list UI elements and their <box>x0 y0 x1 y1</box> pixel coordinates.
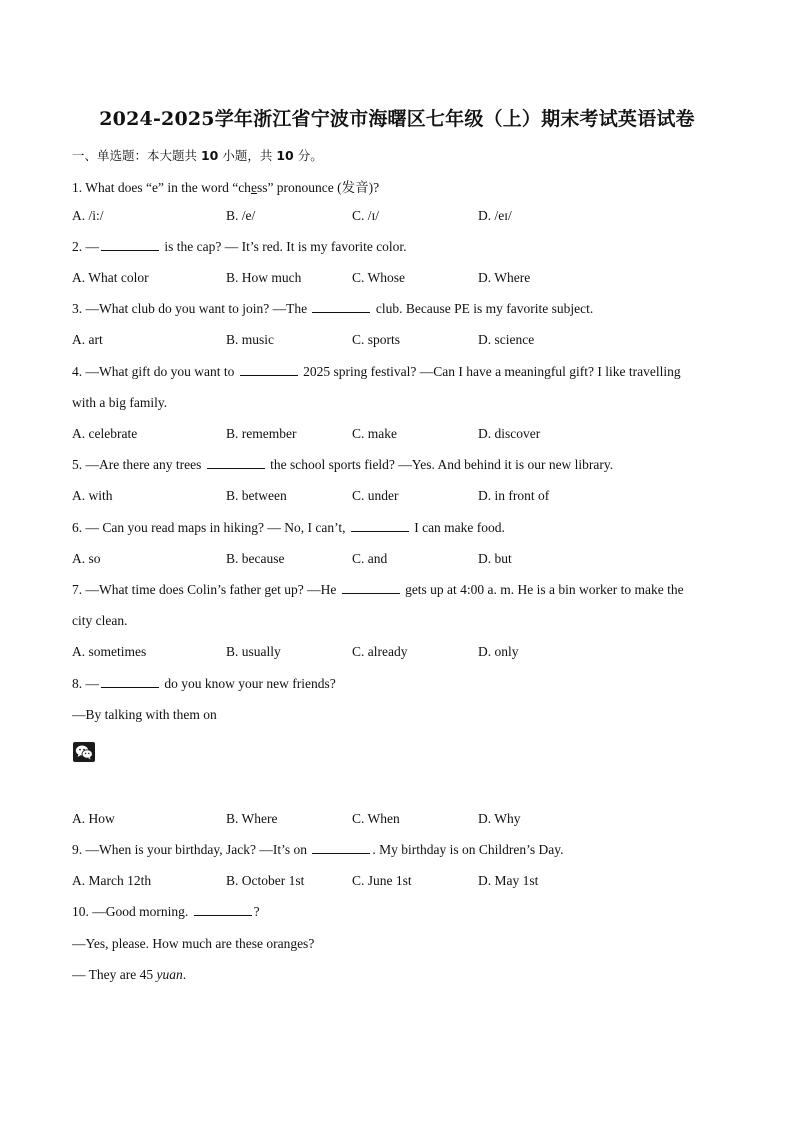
option-c[interactable]: C. and <box>352 551 388 566</box>
answer-blank <box>207 457 265 469</box>
option-d[interactable]: D. Where <box>478 270 531 285</box>
question-1-stem: 1. What does “e” in the word “chess” pronounce (发音)? <box>72 180 380 195</box>
option-b[interactable]: B. remember <box>226 426 297 441</box>
answer-blank <box>194 904 252 916</box>
option-b[interactable]: B. /e/ <box>226 208 256 223</box>
answer-blank <box>351 520 409 532</box>
answer-blank <box>101 239 159 251</box>
question-4-stem: 4. —What gift do you want to 2025 spring festival? —Can I have a meaningful gift? I like travelling <box>72 364 681 379</box>
option-b[interactable]: B. How much <box>226 270 302 285</box>
option-d[interactable]: D. discover <box>478 426 541 441</box>
option-d[interactable]: D. but <box>478 551 512 566</box>
option-b[interactable]: B. Where <box>226 811 278 826</box>
question-7-options <box>72 644 732 664</box>
answer-blank <box>240 364 298 376</box>
option-a[interactable]: A. March 12th <box>72 873 152 888</box>
option-a[interactable]: A. with <box>72 488 113 503</box>
option-c[interactable]: C. under <box>352 488 399 503</box>
question-9-options <box>72 873 732 893</box>
question-6-options <box>72 551 732 571</box>
option-d[interactable]: D. May 1st <box>478 873 539 888</box>
question-2-options <box>72 270 732 290</box>
answer-blank <box>312 842 370 854</box>
wechat-icon <box>73 742 95 762</box>
section-heading: 一、单选题：本大题共 10 小题，共 10 分。 <box>72 148 323 163</box>
question-10-stem: 10. —Good morning. ? <box>72 904 260 919</box>
question-4-options <box>72 426 732 446</box>
question-1-options <box>72 208 732 228</box>
option-c[interactable]: C. When <box>352 811 400 826</box>
option-b[interactable]: B. between <box>226 488 287 503</box>
question-10-stem-line-3: — They are 45 yuan. <box>72 967 187 982</box>
option-a[interactable]: A. How <box>72 811 115 826</box>
option-b[interactable]: B. usually <box>226 644 281 659</box>
option-c[interactable]: C. sports <box>352 332 401 347</box>
option-d[interactable]: D. /eɪ/ <box>478 208 512 223</box>
option-d[interactable]: D. science <box>478 332 535 347</box>
question-8-options <box>72 811 732 831</box>
question-7-stem-line-2: city clean. <box>72 613 128 628</box>
option-a[interactable]: A. so <box>72 551 101 566</box>
question-5-stem: 5. —Are there any trees the school sports field? —Yes. And behind it is our new library. <box>72 457 614 472</box>
option-c[interactable]: C. June 1st <box>352 873 412 888</box>
question-2-stem: 2. — is the cap? — It’s red. It is my favorite color. <box>72 239 407 254</box>
question-3-stem: 3. —What club do you want to join? —The club. Because PE is my favorite subject. <box>72 301 594 316</box>
question-3-options <box>72 332 732 352</box>
option-a[interactable]: A. /i:/ <box>72 208 104 223</box>
option-a[interactable]: A. What color <box>72 270 149 285</box>
answer-blank <box>101 676 159 688</box>
question-6-stem: 6. — Can you read maps in hiking? — No, I can’t, I can make food. <box>72 520 505 535</box>
option-d[interactable]: D. in front of <box>478 488 550 503</box>
option-c[interactable]: C. make <box>352 426 397 441</box>
option-a[interactable]: A. sometimes <box>72 644 147 659</box>
question-4-stem-line-2: with a big family. <box>72 395 168 410</box>
option-d[interactable]: D. Why <box>478 811 521 826</box>
answer-blank <box>342 582 400 594</box>
question-5-options <box>72 488 732 508</box>
question-9-stem: 9. —When is your birthday, Jack? —It’s on . My birthday is on Children’s Day. <box>72 842 564 857</box>
option-c[interactable]: C. /ɪ/ <box>352 208 380 223</box>
option-a[interactable]: A. art <box>72 332 103 347</box>
option-b[interactable]: B. October 1st <box>226 873 305 888</box>
option-b[interactable]: B. music <box>226 332 275 347</box>
page-title: 2024-2025学年浙江省宁波市海曙区七年级（上）期末考试英语试卷 <box>99 108 695 130</box>
question-8-stem-line-2: —By talking with them on <box>72 707 217 722</box>
option-b[interactable]: B. because <box>226 551 285 566</box>
option-d[interactable]: D. only <box>478 644 519 659</box>
question-10-stem-line-2: —Yes, please. How much are these oranges? <box>72 936 315 951</box>
answer-blank <box>312 301 370 313</box>
question-7-stem: 7. —What time does Colin’s father get up? —He gets up at 4:00 a. m. He is a bin worker to make the <box>72 582 684 597</box>
option-c[interactable]: C. Whose <box>352 270 405 285</box>
question-8-stem: 8. — do you know your new friends? <box>72 676 336 691</box>
option-a[interactable]: A. celebrate <box>72 426 138 441</box>
option-c[interactable]: C. already <box>352 644 408 659</box>
